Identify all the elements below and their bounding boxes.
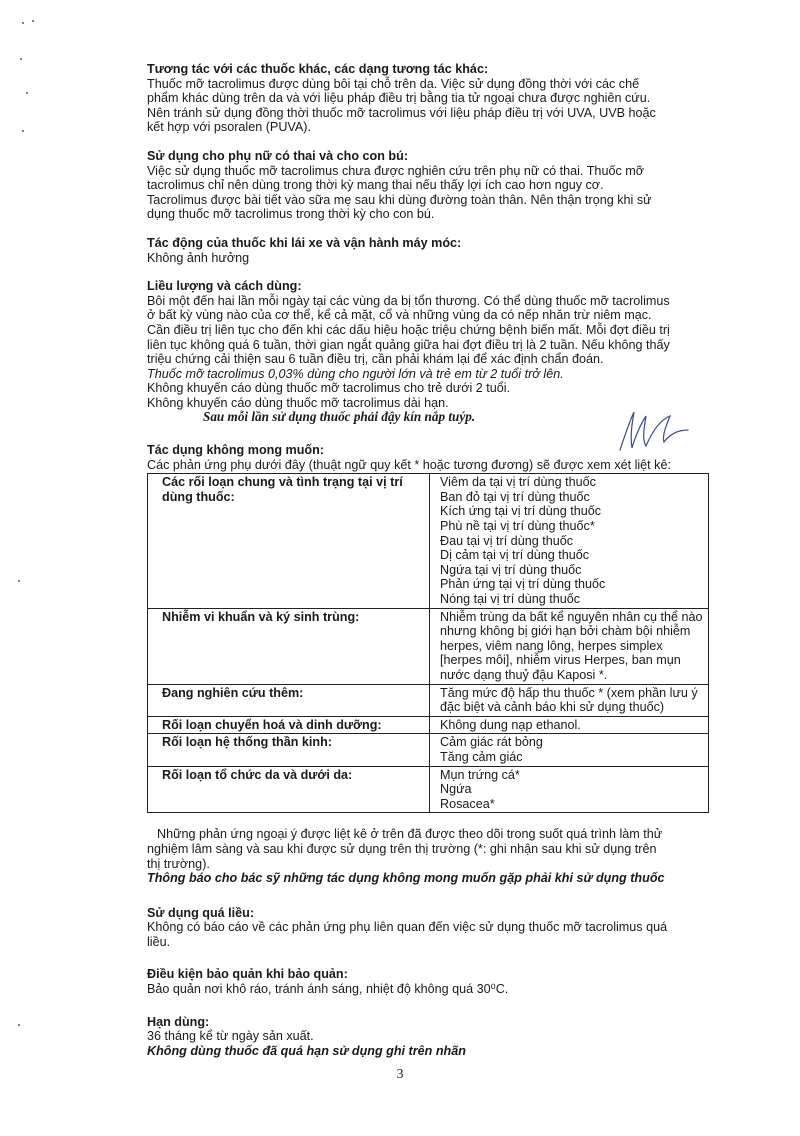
text-line: Bôi một đến hai lần mỗi ngày tại các vùng da bị tổn thương. Có thể dùng thuốc mỡ tacrolimus	[147, 293, 670, 308]
side-effect-item: Đau tại vị trí dùng thuốc	[440, 533, 574, 548]
text-line: Không có báo cáo về các phản ứng phụ liên quan đến việc sử dụng thuốc mỡ tacrolimus quá	[147, 920, 668, 935]
text-line: Những phản ứng ngoại ý được liệt kê ở trên đã được theo dõi trong suốt quá trình làm thử	[157, 827, 663, 842]
scan-speck	[22, 22, 24, 24]
text-line: Việc sử dụng thuốc mỡ tacrolimus chưa được nghiên cứu trên phụ nữ có thai. Thuốc mỡ	[147, 163, 644, 178]
text-line: Thuốc mỡ tacrolimus được dùng bôi tại chỗ trên da. Việc sử dụng đồng thời với các chế	[147, 76, 640, 91]
text-line: dụng thuốc mỡ tacrolimus trong thời kỳ cho con bú.	[147, 207, 435, 222]
side-effect-item: Ngứa	[440, 782, 472, 797]
side-effect-row	[148, 734, 709, 766]
side-effect-list	[430, 474, 709, 608]
expiry-warning: Không dùng thuốc đã quá hạn sử dụng ghi trên nhãn	[147, 1043, 466, 1058]
side-effect-item: Cảm giác rát bỏng	[440, 735, 543, 750]
text-line: nghiệm lâm sàng và sau khi được sử dụng trên thị trường (*: ghi nhận sau khi sử dụng trên	[147, 841, 657, 856]
text-line: Bảo quản nơi khô ráo, tránh ánh sáng, nhiệt độ không quá 30⁰C.	[147, 982, 509, 997]
side-effect-item: Nhiễm trùng da bất kể nguyên nhân cụ thể nào nhưng không bị giới hạn bởi chàm bội nhiễm herpes, viêm nang lông, herpes simplex [herpes môi], nhiễm virus Herpes, ban mụn nước dạng thuỷ đậu Kaposi *.	[440, 609, 703, 682]
text-line: ở bất kỳ vùng nào của cơ thể, kể cả mặt, cổ và những vùng da có nếp nhăn trừ niêm mạc.	[147, 308, 652, 323]
section-heading: Hạn dùng:	[147, 1014, 210, 1029]
side-effect-category: Rối loạn tổ chức da và dưới da:	[148, 766, 430, 813]
scan-speck	[18, 580, 20, 582]
side-effect-list	[430, 608, 709, 684]
side-effect-row	[148, 766, 709, 813]
text-line: phẩm khác dùng trên da và với liệu pháp điều trị bằng tia tử ngoại chưa được nghiên cứu.	[147, 91, 651, 106]
section-driving	[147, 236, 715, 265]
side-effect-item: Mụn trứng cá*	[440, 767, 520, 782]
section-dosage	[147, 279, 715, 425]
section-expiry	[147, 1015, 715, 1059]
section-heading: Điều kiện bảo quản khi bảo quản:	[147, 967, 348, 982]
text-line: tacrolimus chỉ nên dùng trong thời kỳ mang thai nếu thấy lợi ích cao hơn nguy cơ.	[147, 178, 604, 193]
section-heading: Tác động của thuốc khi lái xe và vận hành máy móc:	[147, 235, 462, 250]
doctor-notice: Thông báo cho bác sỹ những tác dụng không mong muốn gặp phải khi sử dụng thuốc	[147, 871, 665, 886]
section-side-effects	[147, 443, 715, 886]
cap-warning: Sau mỗi lần sử dụng thuốc phải đậy kín nắp tuýp.	[203, 409, 476, 425]
section-heading: Tương tác với các thuốc khác, các dạng tương tác khác:	[147, 62, 489, 76]
side-effect-category: Nhiễm vi khuẩn và ký sinh trùng:	[148, 608, 430, 684]
scan-speck	[22, 130, 24, 132]
text-line: Cần điều trị liên tục cho đến khi các dấu hiệu hoặc triệu chứng bệnh biến mất. Mỗi đợt điều trị	[147, 322, 670, 337]
side-effect-category: Đang nghiên cứu thêm:	[148, 684, 430, 716]
text-line: triệu chứng cải thiện sau 6 tuần điều trị, cần phải khám lại để xác định chẩn đoán.	[147, 352, 604, 367]
side-effect-item: Kích ứng tại vị trí dùng thuốc	[440, 504, 602, 519]
section-storage	[147, 967, 715, 996]
side-effect-row	[148, 716, 709, 734]
scan-speck	[26, 92, 28, 94]
side-effect-item: Tăng cảm giác	[440, 749, 523, 764]
section-heading: Tác dụng không mong muốn:	[147, 443, 324, 458]
side-effect-list	[430, 716, 709, 734]
side-effect-list	[430, 684, 709, 716]
side-effect-list	[430, 766, 709, 813]
section-overdose	[147, 906, 715, 950]
scan-speck	[32, 20, 34, 22]
side-effect-row	[148, 474, 709, 608]
side-effect-category: Rối loạn hệ thống thần kinh:	[148, 734, 430, 766]
text-line: Không khuyến cáo dùng thuốc mỡ tacrolimus cho trẻ dưới 2 tuổi.	[147, 381, 511, 396]
section-interactions	[147, 62, 715, 135]
side-effect-item: Dị cảm tại vị trí dùng thuốc	[440, 548, 590, 563]
text-line: thị trường).	[147, 856, 210, 871]
side-effect-item: Viêm da tại vị trí dùng thuốc	[440, 475, 596, 490]
text-line: Không khuyến cáo dùng thuốc mỡ tacrolimus dài hạn.	[147, 395, 449, 410]
scan-speck	[18, 1024, 20, 1026]
page-number: 3	[396, 1067, 404, 1082]
side-effect-item: Phản ứng tại vị trí dùng thuốc	[440, 577, 606, 592]
text-line: Tacrolimus được bài tiết vào sữa mẹ sau khi dùng đường toàn thân. Nên thận trọng khi sử	[147, 192, 652, 207]
side-effect-category: Các rối loạn chung và tình trạng tại vị trí dùng thuốc:	[148, 474, 430, 608]
side-effect-row	[148, 684, 709, 716]
document-page	[147, 62, 715, 1072]
side-effect-item: Ban đỏ tại vị trí dùng thuốc	[440, 489, 590, 504]
side-effect-row	[148, 608, 709, 684]
italic-dosage-line: Thuốc mỡ tacrolimus 0,03% dùng cho người lớn và trẻ em từ 2 tuổi trở lên.	[147, 366, 564, 381]
text-line: liên tục không quá 6 tuần, thời gian ngắt quảng giữa hai đợt điều trị là 2 tuần. Nếu không thấy	[147, 337, 670, 352]
side-effect-item: Rosacea*	[440, 796, 495, 811]
text-line: Không ảnh hưởng	[147, 250, 250, 265]
text-line: liều.	[147, 934, 171, 949]
text-line: Các phản ứng phụ dưới đây (thuật ngữ quy kết * hoặc tương đương) sẽ được xem xét liệt kê:	[147, 457, 671, 472]
text-line: kết hợp với psoralen (PUVA).	[147, 120, 311, 135]
section-pregnancy	[147, 149, 715, 222]
section-heading: Liều lượng và cách dùng:	[147, 279, 302, 294]
side-effect-item: Tăng mức độ hấp thu thuốc * (xem phần lưu ý đặc biệt và cảnh báo khi sử dụng thuốc)	[440, 685, 698, 715]
text-line: Nên tránh sử dụng đồng thời thuốc mỡ tacrolimus với liệu pháp điều trị với UVA, UVB hoặc	[147, 105, 656, 120]
side-effect-item: Không dung nạp ethanol.	[440, 717, 581, 732]
text-line: 36 tháng kể từ ngày sản xuất.	[147, 1029, 314, 1044]
side-effect-item: Nóng tại vị trí dùng thuốc	[440, 592, 581, 606]
side-effect-list	[430, 734, 709, 766]
side-effect-item: Ngứa tại vị trí dùng thuốc	[440, 562, 582, 577]
section-heading: Sử dụng quá liều:	[147, 905, 255, 920]
side-effect-category: Rối loạn chuyển hoá và dinh dưỡng:	[148, 716, 430, 734]
side-effect-item: Phù nề tại vị trí dùng thuốc*	[440, 519, 595, 534]
side-effects-table	[147, 473, 709, 813]
scan-speck	[20, 58, 22, 60]
section-heading: Sử dụng cho phụ nữ có thai và cho con bú:	[147, 148, 409, 163]
